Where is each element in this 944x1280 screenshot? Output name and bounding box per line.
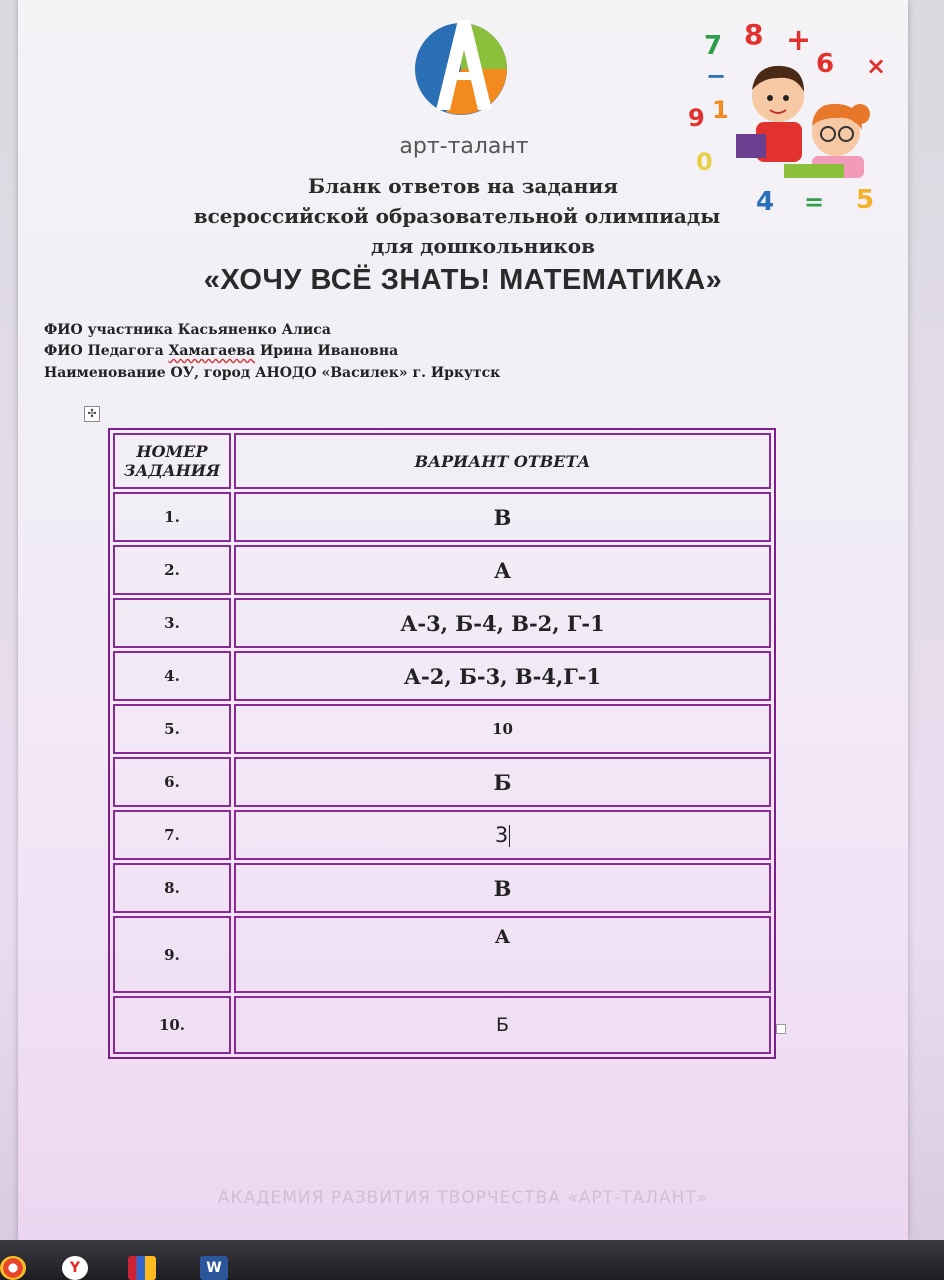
spellcheck-word[interactable]: Хамагаева	[168, 343, 256, 359]
table-row	[113, 996, 771, 1054]
task-number-cell[interactable]: 5.	[113, 704, 231, 754]
task-number-cell[interactable]: 1.	[113, 492, 231, 542]
decor-plus: +	[786, 23, 812, 58]
taskbar	[0, 1240, 944, 1280]
page-footer: АКАДЕМИЯ РАЗВИТИЯ ТВОРЧЕСТВА «АРТ-ТАЛАНТ»	[217, 1188, 709, 1208]
text-cursor	[509, 825, 510, 847]
logo-caption: арт-талант	[399, 134, 529, 159]
heading-line-3: для дошкольников	[371, 234, 595, 258]
participant-name: ФИО участника Касьяненко Алиса	[44, 322, 331, 338]
table-row	[113, 757, 771, 807]
header-answer[interactable]: ВАРИАНТ ОТВЕТА	[234, 433, 771, 489]
decor-minus: −	[706, 62, 727, 90]
answer-cell[interactable]: А	[234, 545, 771, 595]
chrome-icon[interactable]	[0, 1256, 26, 1280]
decor-digit-9: 9	[688, 104, 705, 132]
answers-table	[108, 428, 776, 1059]
table-resize-handle[interactable]	[776, 1024, 786, 1034]
table-row	[113, 810, 771, 860]
decor-digit-5: 5	[856, 185, 875, 214]
task-number-cell[interactable]: 2.	[113, 545, 231, 595]
olympiad-title: «ХОЧУ ВСЁ ЗНАТЬ! МАТЕМАТИКА»	[203, 264, 723, 296]
task-number-cell[interactable]: 10.	[113, 996, 231, 1054]
decor-digit-1: 1	[712, 96, 729, 124]
decor-digit-8: 8	[744, 18, 764, 51]
document-page[interactable]	[18, 0, 908, 1240]
art-talant-logo	[406, 14, 516, 124]
task-number-cell[interactable]: 4.	[113, 651, 231, 701]
task-number-cell[interactable]: 3.	[113, 598, 231, 648]
table-header-row	[113, 433, 771, 489]
decor-digit-7: 7	[704, 31, 723, 61]
decor-digit-0: 0	[696, 148, 713, 176]
teacher-label: ФИО Педагога	[44, 343, 169, 359]
table-row	[113, 704, 771, 754]
task-number-cell[interactable]: 6.	[113, 757, 231, 807]
task-number-cell[interactable]: 9.	[113, 916, 231, 993]
answer-cell[interactable]: Б	[234, 757, 771, 807]
answer-cell[interactable]: В	[234, 492, 771, 542]
decor-digit-6: 6	[816, 49, 835, 79]
decor-times: ×	[866, 52, 887, 80]
table-row	[113, 863, 771, 913]
answer-cell[interactable]: А	[234, 916, 771, 993]
table-move-handle[interactable]: ✣	[84, 406, 100, 422]
table-row	[113, 916, 771, 993]
heading-line-1: Бланк ответов на задания	[308, 174, 618, 198]
answer-text: 3	[494, 823, 509, 847]
table-row	[113, 545, 771, 595]
task-number-cell[interactable]: 7.	[113, 810, 231, 860]
answer-cell[interactable]: А-3, Б-4, В-2, Г-1	[234, 598, 771, 648]
teacher-name	[44, 343, 398, 359]
teacher-rest: Ирина Ивановна	[255, 343, 399, 359]
answer-cell[interactable]: Б	[234, 996, 771, 1054]
header-task-number[interactable]: НОМЕР ЗАДАНИЯ	[113, 433, 231, 489]
task-number-cell[interactable]: 8.	[113, 863, 231, 913]
decor-digit-4: 4	[756, 187, 775, 214]
answer-cell[interactable]: В	[234, 863, 771, 913]
answer-cell[interactable]: 10	[234, 704, 771, 754]
heading-line-2: всероссийской образовательной олимпиады	[193, 204, 721, 228]
table-row	[113, 651, 771, 701]
app-icon[interactable]	[128, 1256, 156, 1280]
answer-cell-editing[interactable]	[234, 810, 771, 860]
decor-equals: =	[804, 188, 825, 214]
table-row	[113, 598, 771, 648]
word-icon[interactable]: W	[200, 1256, 228, 1280]
answer-cell[interactable]: А-2, Б-3, В-4,Г-1	[234, 651, 771, 701]
table-row	[113, 492, 771, 542]
school-name: Наименование ОУ, город АНОДО «Василек» г. Иркутск	[44, 365, 501, 381]
yandex-browser-icon[interactable]: Y	[62, 1256, 88, 1280]
